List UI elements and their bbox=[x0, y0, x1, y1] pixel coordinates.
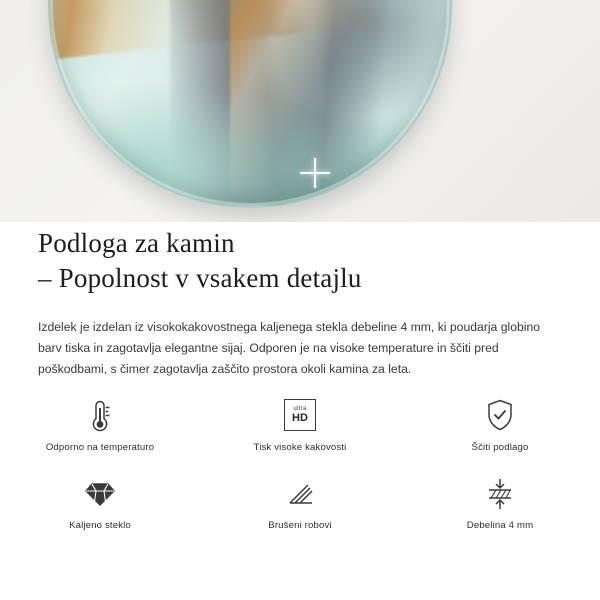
feature-tempered-glass bbox=[0, 470, 200, 548]
hero-product-image bbox=[0, 0, 600, 222]
feature-polished-edges bbox=[200, 470, 400, 548]
feature-grid bbox=[0, 392, 600, 548]
feature-label: Brušeni robovi bbox=[268, 520, 332, 531]
feature-label: Odporno na temperaturo bbox=[45, 442, 155, 453]
title-line-1: Podloga za kamin bbox=[38, 228, 235, 258]
description-paragraph: Izdelek je izdelan iz visokokakovostnega kaljenega stekla debeline 4 mm, ki poudarja globino barv tiska in zagotavlja elegantne sijaj. Odporen je na visoke temperature in ščiti pred poškodbami, s čimer zagotavlja zaščito prostora okoli kamina za leta. bbox=[38, 320, 541, 377]
glass-plate-image bbox=[48, 0, 452, 208]
text-content bbox=[38, 226, 566, 380]
feature-row-bottom bbox=[0, 470, 600, 548]
thermometer-icon bbox=[83, 392, 117, 438]
feature-label: Kaljeno steklo bbox=[69, 520, 131, 531]
title-line-2: – Popolnost v vsakem detajlu bbox=[38, 262, 362, 293]
ultra-hd-bottom-label: HD bbox=[292, 412, 308, 424]
ultra-hd-top-label: ultra bbox=[293, 406, 307, 412]
feature-row-top bbox=[0, 392, 600, 470]
feature-print-quality bbox=[200, 392, 400, 470]
ultra-hd-icon bbox=[284, 392, 316, 438]
feature-temperature-resistant bbox=[0, 392, 200, 470]
feature-surface-protection bbox=[400, 392, 600, 470]
feature-label: Ščiti podlago bbox=[471, 442, 529, 453]
thickness-arrows-icon bbox=[483, 470, 517, 516]
feature-label: Tisk visoke kakovosti bbox=[253, 442, 347, 453]
feature-thickness bbox=[400, 470, 600, 548]
feature-label: Debelina 4 mm bbox=[466, 520, 534, 531]
diamond-icon bbox=[82, 470, 118, 516]
shield-check-icon bbox=[483, 392, 517, 438]
polished-edges-icon bbox=[283, 470, 317, 516]
page-title bbox=[38, 226, 566, 295]
